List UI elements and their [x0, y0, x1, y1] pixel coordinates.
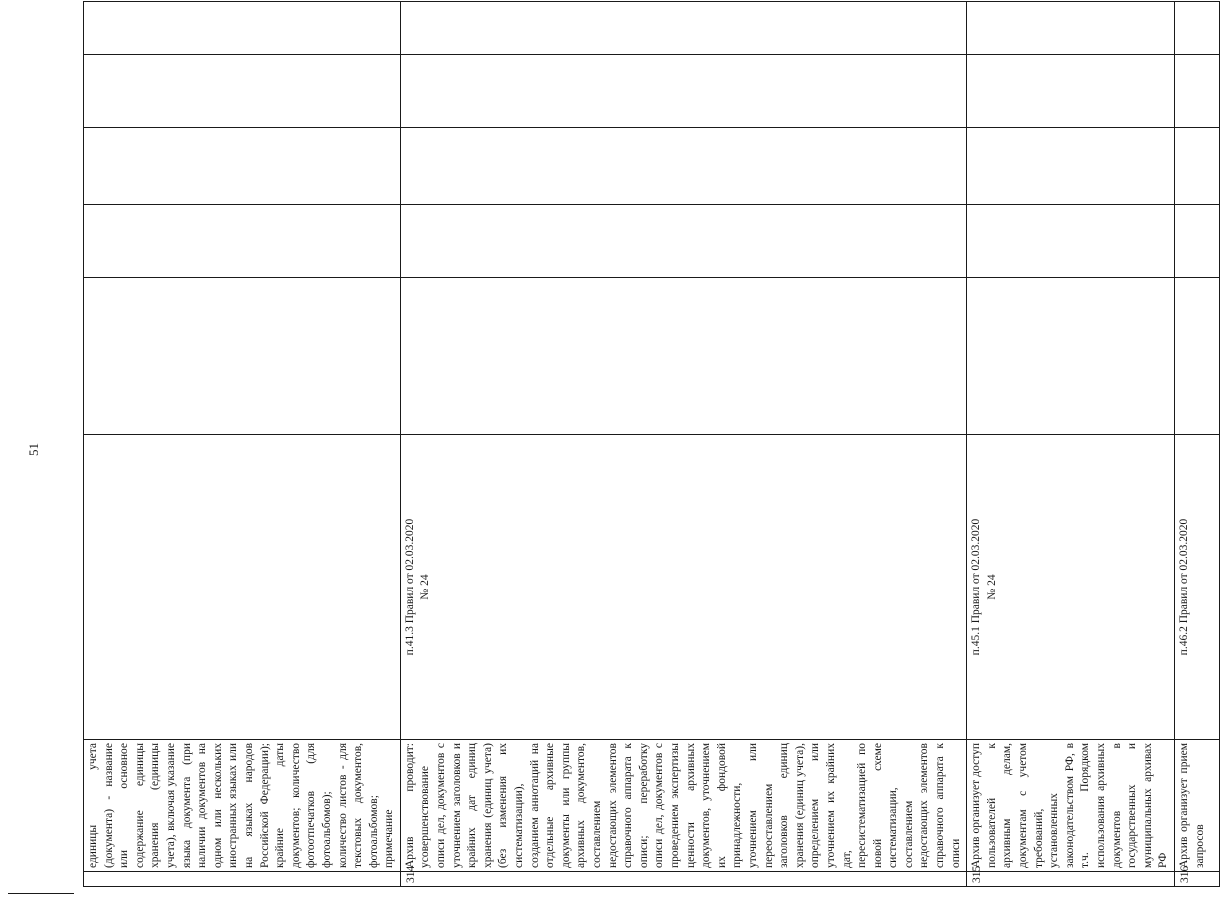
table-row	[967, 2, 1175, 887]
row-description: Архив организует прием запросов	[1174, 740, 1219, 872]
row-reference	[400, 435, 966, 740]
table-row	[84, 2, 401, 887]
empty-cell	[400, 55, 966, 128]
reference-text: п.45.1 Правил от 02.03.2020	[970, 518, 983, 656]
empty-cell	[1174, 2, 1219, 55]
reference-text: п.41.3 Правил от 02.03.2020	[403, 518, 416, 656]
row-description: Архив организует доступ пользователей к архивным делам, документам с учетом требований, установленных законодательством РФ, в т.ч. Порядком использования архивных документов в государственных и муниципальных архивах РФ	[967, 740, 1175, 872]
footnote-rule	[8, 893, 74, 894]
empty-cell	[84, 2, 401, 55]
table-row	[1174, 2, 1219, 887]
empty-cell	[84, 128, 401, 205]
row-description: Архив проводит: усовершенствование описи дел, документов с уточнением заголовков и крайних дат единиц хранения (единиц учета) (без изменения их систематизации), созданием аннотаций на отдельные архивные документы или группы архивных документов, составлением недостающих элементов справочного аппарата к описи; переработку описи дел, документов с проведением экспертизы ценности архивных документов, уточнением их фондовой принадлежности, уточнением или переоставлением заголовков единиц хранения (единиц учета), определением или уточнением их крайних дат, пересистематизацией по новой схеме систематизации, составлением недостающих элементов справочного аппарата к описи	[400, 740, 966, 872]
row-reference	[967, 435, 1175, 740]
reference-text: п.46.2 Правил от 02.03.2020	[1177, 518, 1190, 656]
row-description: единицы учета (документа) - название или основное содержание единицы хранения (единицы учета), включая указание языка документа (при наличии документов на одном или нескольких иностранных языках или на языках народов Российской Федерации); крайние даты документов; количество фотоотпечатков (для фотоальбомов); количество листов - для текстовых документов, фотоальбомов; примечание	[84, 740, 401, 872]
row-number: 314	[400, 872, 966, 887]
reference-text-line2: № 24	[985, 574, 998, 600]
reference-text-line2: № 24	[419, 574, 432, 600]
row-reference	[84, 435, 401, 740]
empty-cell	[400, 2, 966, 55]
row-number: 315	[967, 872, 1175, 887]
empty-cell	[967, 128, 1175, 205]
empty-cell	[84, 205, 401, 278]
table-row	[400, 2, 966, 887]
empty-cell	[400, 205, 966, 278]
empty-cell	[967, 278, 1175, 435]
empty-cell	[967, 55, 1175, 128]
empty-cell	[400, 128, 966, 205]
empty-cell	[1174, 55, 1219, 128]
row-reference	[1174, 435, 1219, 740]
requirements-table	[83, 1, 1220, 887]
rotated-table-container	[83, 2, 1206, 887]
empty-cell	[1174, 278, 1219, 435]
row-number: 316	[1174, 872, 1219, 887]
empty-cell	[1174, 205, 1219, 278]
empty-cell	[967, 2, 1175, 55]
empty-cell	[967, 205, 1175, 278]
row-number	[84, 872, 401, 887]
empty-cell	[400, 278, 966, 435]
empty-cell	[84, 278, 401, 435]
empty-cell	[1174, 128, 1219, 205]
empty-cell	[84, 55, 401, 128]
page-number: 51	[26, 443, 41, 456]
